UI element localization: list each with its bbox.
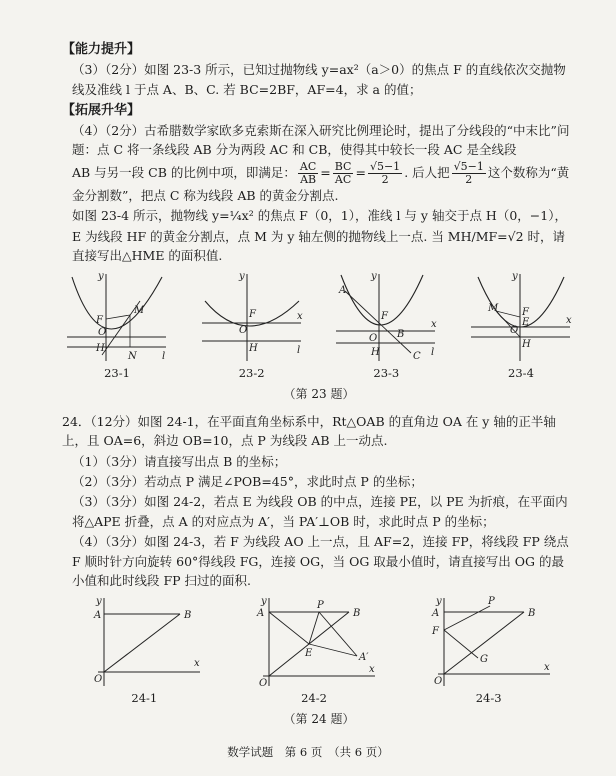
svg-text:C: C: [413, 351, 421, 363]
q23-part4-ratio: AB 与另一段 CB 的比例中项，即满足： $\frac{AC}{AB}$ = $\frac{BC}{AC}$ = $\frac{√5-1}{2}$ . 后人把 $\frac{√5-1}{2}$ 这个数称为“黄金分割数”，把点 C 称为线段 AB 的黄金分割点.: [72, 159, 570, 203]
svg-text:x: x: [296, 311, 303, 323]
fraction-ac-ab: [298, 161, 318, 186]
figure-23-3-caption: 23-3: [373, 366, 400, 381]
svg-text:A′: A′: [358, 652, 369, 664]
ratio-pre-text: AB 与另一段 CB 的比例中项，即满足：: [72, 164, 296, 180]
svg-text:F: F: [381, 311, 389, 323]
fraction-bc-ac: [333, 161, 354, 186]
svg-text:B: B: [184, 610, 192, 622]
svg-text:A: A: [339, 285, 347, 297]
svg-text:y: y: [238, 271, 245, 283]
q23-part4-question: E 为线段 HF 的黄金分割点，点 M 为 y 轴左侧的抛物线上一点. 当 MH/MF=√2 时，请直接写出△HME 的面积值.: [72, 228, 566, 264]
svg-text:O: O: [433, 676, 442, 688]
svg-text:O: O: [369, 333, 378, 345]
svg-text:G: G: [479, 654, 488, 666]
svg-text:B: B: [397, 329, 405, 341]
svg-text:F: F: [431, 626, 439, 638]
svg-text:P: P: [316, 600, 324, 612]
svg-text:l: l: [162, 351, 166, 363]
figure-23-4: [466, 271, 576, 383]
svg-text:l: l: [296, 345, 300, 357]
figure-23-2-caption: 23-2: [238, 366, 265, 381]
svg-text:O: O: [94, 674, 103, 686]
figure-23-title: （第 23 题）: [283, 387, 355, 402]
frac-num: BC: [334, 159, 352, 173]
svg-text:y: y: [511, 271, 518, 283]
svg-text:M: M: [134, 305, 145, 317]
q23-part4-parabola: 如图 23-4 所示，抛物线 y=¼x² 的焦点 F（0，1），准线 l 与 y 轴交于点 H（0，−1），: [72, 208, 567, 224]
frac-num: √5−1: [369, 159, 401, 173]
svg-text:y: y: [96, 596, 102, 608]
q24-part4: （4）（3分）如图 24-3，若 F 为线段 AO 上一点，且 AF=2，连接 FP，将线段 FP 绕点 F 顺时针方向旋转 60°得线段 FG，连接 OG，当 OG 取最小值时，请直接写出 OG 的最小值和此时线段 FP 扫过的面积.: [72, 534, 569, 588]
figure-24-2-svg: [249, 596, 379, 688]
svg-text:B: B: [352, 608, 361, 620]
figure-24-1-caption: 24-1: [131, 691, 158, 706]
figure-24-3-svg: [424, 596, 554, 688]
figure-23-1: [62, 271, 172, 383]
page-footer: 数学试题 第 6 页 （共 6 页）: [227, 745, 389, 760]
svg-text:x: x: [194, 658, 200, 670]
svg-text:H: H: [96, 343, 105, 355]
svg-text:M: M: [487, 303, 499, 315]
figure-24-1: [84, 596, 204, 708]
frac-num: √5−1: [453, 159, 484, 173]
q23-part4-intro: （4）（2分）古希腊数学家欧多克索斯在深入研究比例理论时，提出了分线段的“中末比”问题：点 C 将一条线段 AB 分为两段 AC 和 CB，使得其中较长一段 AC 是全线段: [72, 123, 570, 158]
figure-24-title: （第 24 题）: [283, 712, 355, 727]
svg-text:x: x: [543, 662, 550, 674]
figure-24-2: [249, 596, 379, 708]
ratio-mid-text: 后人把: [412, 164, 450, 180]
q24-part2: （2）（3分）若动点 P 满足∠POB=45°，求此时点 P 的坐标；: [72, 474, 423, 489]
svg-text:y: y: [435, 596, 442, 608]
svg-text:y: y: [98, 271, 104, 283]
svg-text:F: F: [248, 309, 256, 321]
figure-23-4-caption: 23-4: [508, 366, 534, 381]
figure-row-23: [62, 271, 576, 383]
svg-text:B: B: [527, 608, 535, 620]
svg-text:l: l: [431, 347, 435, 359]
svg-text:O: O: [509, 325, 519, 337]
figure-24-3: [424, 596, 554, 708]
figure-23-1-svg: [62, 271, 172, 363]
frac-den: 2: [465, 172, 473, 186]
figure-23-2: [197, 271, 307, 383]
svg-text:E: E: [304, 648, 313, 660]
svg-text:N: N: [128, 351, 137, 363]
section-extend: 【拓展升华】: [62, 102, 141, 118]
svg-text:A: A: [256, 608, 265, 620]
figure-24-2-caption: 24-2: [301, 691, 327, 706]
svg-text:F: F: [521, 307, 529, 319]
svg-text:x: x: [565, 315, 572, 327]
svg-text:E: E: [521, 317, 530, 329]
svg-text:H: H: [248, 343, 258, 355]
svg-text:A: A: [94, 610, 102, 622]
q24-head: 24．（12分）如图 24-1，在平面直角坐标系中，Rt△OAB 的直角边 OA 在 y 轴的正半轴上，且 OA=6，斜边 OB=10，点 P 为线段 AB 上一动点.: [62, 413, 556, 449]
svg-text:O: O: [98, 327, 107, 339]
svg-text:O: O: [238, 325, 247, 337]
q24-part3: （3）（3分）如图 24-2，若点 E 为线段 OB 的中点，连接 PE，以 PE 为折痕，在平面内将△APE 折叠，点 A 的对应点为 A′，当 PA′⊥OB 时，求此时点 P 的坐标；: [72, 494, 568, 529]
section-ability: 【能力提升】: [62, 42, 141, 57]
frac-den: AB: [300, 172, 317, 186]
figure-23-3: [331, 271, 441, 383]
figure-24-3-caption: 24-3: [475, 691, 502, 706]
fraction-golden: [368, 161, 402, 186]
svg-text:y: y: [260, 596, 267, 608]
svg-text:A: A: [431, 608, 439, 620]
svg-text:x: x: [368, 664, 375, 676]
q24-part1: （1）（3分）请直接写出点 B 的坐标；: [72, 453, 287, 469]
figure-23-1-caption: 23-1: [104, 366, 130, 381]
svg-text:F: F: [96, 315, 103, 327]
svg-text:x: x: [431, 319, 437, 331]
svg-text:H: H: [371, 347, 381, 359]
frac-den: 2: [381, 172, 389, 186]
svg-text:H: H: [521, 339, 531, 351]
figure-24-1-svg: [84, 596, 204, 688]
frac-den: AC: [334, 172, 352, 186]
svg-text:P: P: [487, 596, 495, 608]
figure-23-2-svg: [197, 271, 307, 363]
svg-text:y: y: [371, 271, 377, 283]
svg-text:O: O: [258, 678, 268, 689]
q23-part3: （3）（2分）如图 23-3 所示，已知过抛物线 y=ax²（a＞0）的焦点 F 的直线依次交抛物线及准线 l 于点 A、B、C. 若 BC=2BF，AF=4，求 a 的值；: [72, 62, 566, 97]
fraction-golden-2: [452, 161, 486, 186]
figure-row-24: [62, 596, 576, 708]
frac-num: AC: [299, 159, 317, 173]
figure-23-3-svg: [331, 271, 441, 363]
ratio-post-text: 这个数称为“黄金分割数”，把点 C 称为线段 AB 的黄金分割点.: [72, 164, 570, 203]
figure-23-4-svg: [466, 271, 576, 363]
